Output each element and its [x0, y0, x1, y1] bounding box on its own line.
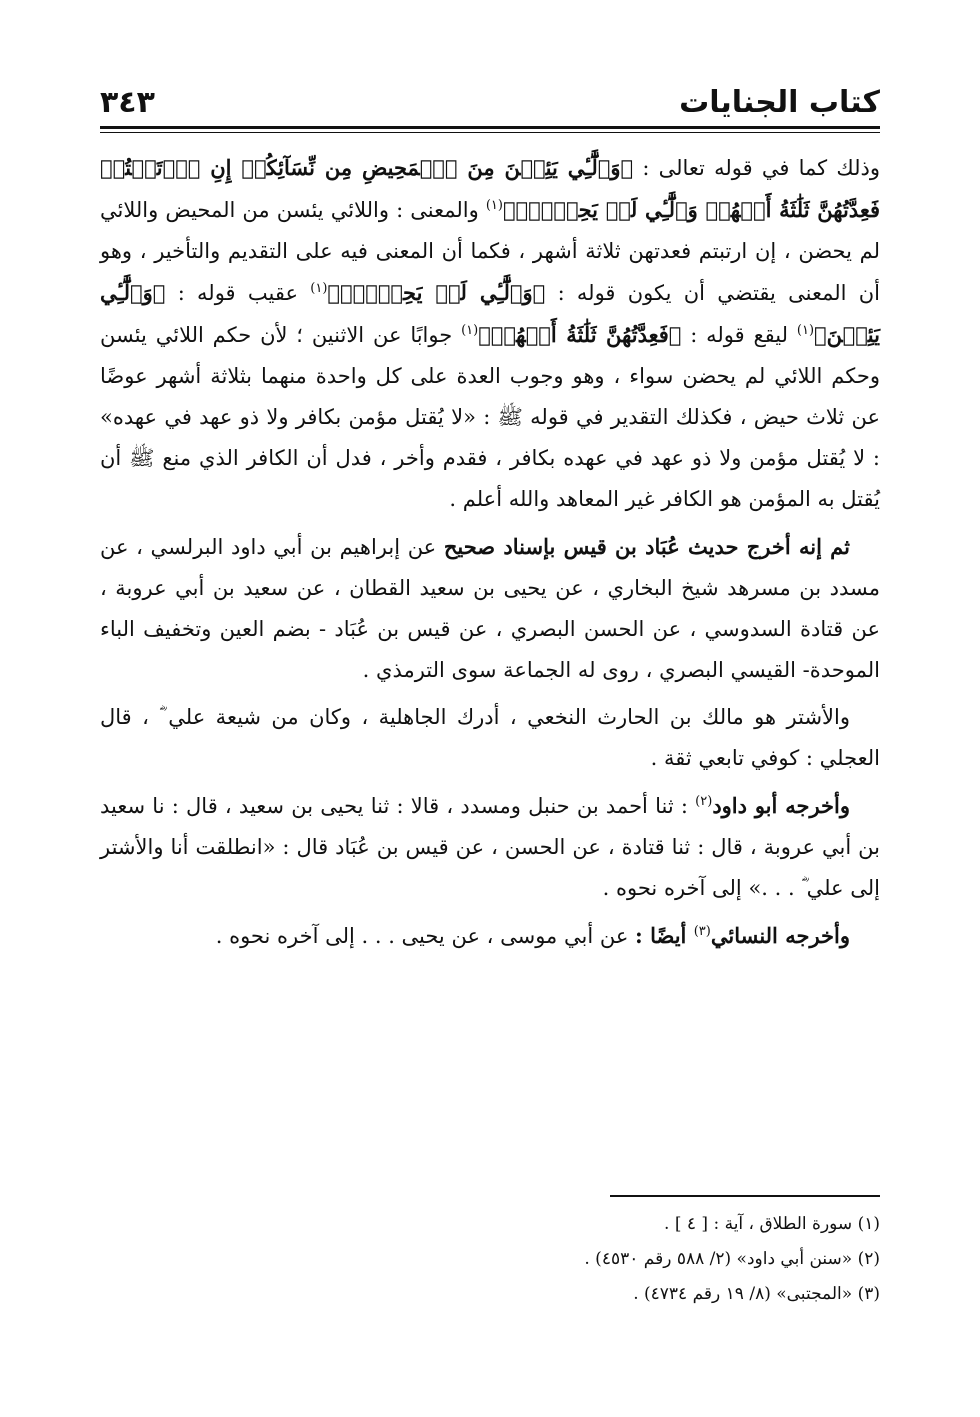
chapter-title: كتاب الجنايات	[679, 85, 880, 120]
quran-verse: ﴿فَعِدَّتُهُنَّ ثَلَٰثَةُ أَشۡهُرٖ﴾	[478, 322, 682, 347]
page-header	[100, 70, 880, 126]
main-text	[100, 147, 880, 957]
paragraph-1	[100, 147, 880, 520]
bold-lead: وأخرجه النسائي	[710, 923, 850, 948]
quran-verse: ﴿وَٱلَّٰٓـِٔي يَئِسۡنَ مِنَ ٱلۡمَحِيضِ مِن نِّسَآئِكُمۡ إِنِ ٱرۡتَبۡتُمۡ فَعِدَّتُهُنَّ ثَلَٰثَةُ أَشۡهُرٖ وَٱلَّٰٓـِٔي لَمۡ يَحِضۡنَۚ﴾	[100, 155, 880, 222]
text: والمعنى : واللائي يئسن من المحيض واللائي لم يحضن ، إن ارتبتم فعدتهن ثلاثة أشهر ، فكما أن المعنى فيه على التقديم والتأخير ، وهو أن المعنى يقتضي أن يكون قوله :	[100, 198, 880, 305]
footnote-ref: (٢)	[695, 794, 713, 809]
bold-word: أيضًا :	[635, 923, 694, 948]
footnotes	[100, 1207, 880, 1312]
text: : ثنا أحمد بن حنبل ومسدد ، قالا : ثنا يحيى بن سعيد ، قال : نا سعيد بن أبي عروبة ، قال : ثنا قتادة ، عن الحسن ، عن قيس بن عُبَاد قال : «انطلقت أنا والأشتر إلى علي ؓ . . .» إلى آخره نحوه .	[100, 794, 880, 900]
bold-lead: وأخرجه أبو داود	[712, 793, 850, 818]
paragraph-4	[100, 785, 880, 909]
text: عقيب قوله :	[165, 281, 311, 305]
paragraph-2	[100, 526, 880, 691]
footnote-1: (١) سورة الطلاق ، آية : [ ٤ ] .	[664, 1214, 880, 1234]
text: عن إبراهيم بن أبي داود البرلسي ، عن مسدد بن مسرهد شيخ البخاري ، عن يحيى بن سعيد القطان ، عن سعيد بن أبي عروبة ، عن قتادة السدوسي ، عن الحسن البصري ، عن قيس بن عُبَاد - بضم العين وتخفيف الباء الموحدة- القيسي البصري ، روى له الجماعة سوى الترمذي .	[100, 535, 880, 682]
footnote-ref: (١)	[310, 281, 328, 296]
text: ليقع قوله :	[681, 323, 797, 347]
paragraph-3	[100, 697, 880, 779]
quran-verse: ﴿وَٱلَّٰٓـِٔي يَئِسۡنَ﴾	[100, 280, 880, 347]
text: والأشتر هو مالك بن الحارث النخعي ، أدرك الجاهلية ، وكان من شيعة علي ؓ ، قال العجلي : كوفي تابعي ثقة .	[100, 705, 880, 770]
bold-lead: ثم إنه أخرج حديث عُبَاد بن قيس بإسناد صحيح	[443, 534, 851, 559]
footnote-ref: (١)	[461, 323, 479, 338]
text: عن أبي موسى ، عن يحيى . . . إلى آخره نحوه .	[215, 924, 636, 948]
text: جوابًا عن الاثنين ؛ لأن حكم اللائي يئسن وحكم اللائي لم يحضن سواء ، وهو وجوب العدة على كل واحدة منهما بثلاثة أشهر عوضًا عن ثلاث حيض ، فكذلك التقدير في قوله ﷺ : «لا يُقتل مؤمن بكافر ولا ذو عهد في عهده» : لا يُقتل مؤمن ولا ذو عهد في عهده بكافر ، فقدم وأخر ، فدل أن الكافر الذي منع ﷺ أن يُقتل به المؤمن هو الكافر غير المعاهد والله أعلم .	[100, 323, 881, 511]
page-number: ٣٤٣	[100, 85, 155, 120]
footnote-2: (٢) «سنن أبي داود» (٢/ ٥٨٨ رقم ٤٥٣٠) .	[584, 1249, 880, 1269]
paragraph-5	[100, 915, 880, 957]
footnote-ref: (٣)	[693, 924, 711, 939]
quran-verse: ﴿وَٱلَّٰٓـِٔي لَمۡ يَحِضۡنَۚ﴾	[327, 280, 546, 305]
footnote-ref: (١)	[485, 198, 503, 213]
header-rule-thin	[100, 132, 880, 133]
text: وذلك كما في قوله تعالى :	[633, 156, 880, 180]
footnote-3: (٣) «المجتبى» (٨/ ١٩ رقم ٤٧٣٤) .	[633, 1284, 880, 1304]
footnote-divider	[610, 1195, 880, 1197]
footnote-ref: (١)	[796, 323, 815, 338]
book-page	[100, 70, 880, 1370]
header-rule-thick	[100, 126, 880, 129]
